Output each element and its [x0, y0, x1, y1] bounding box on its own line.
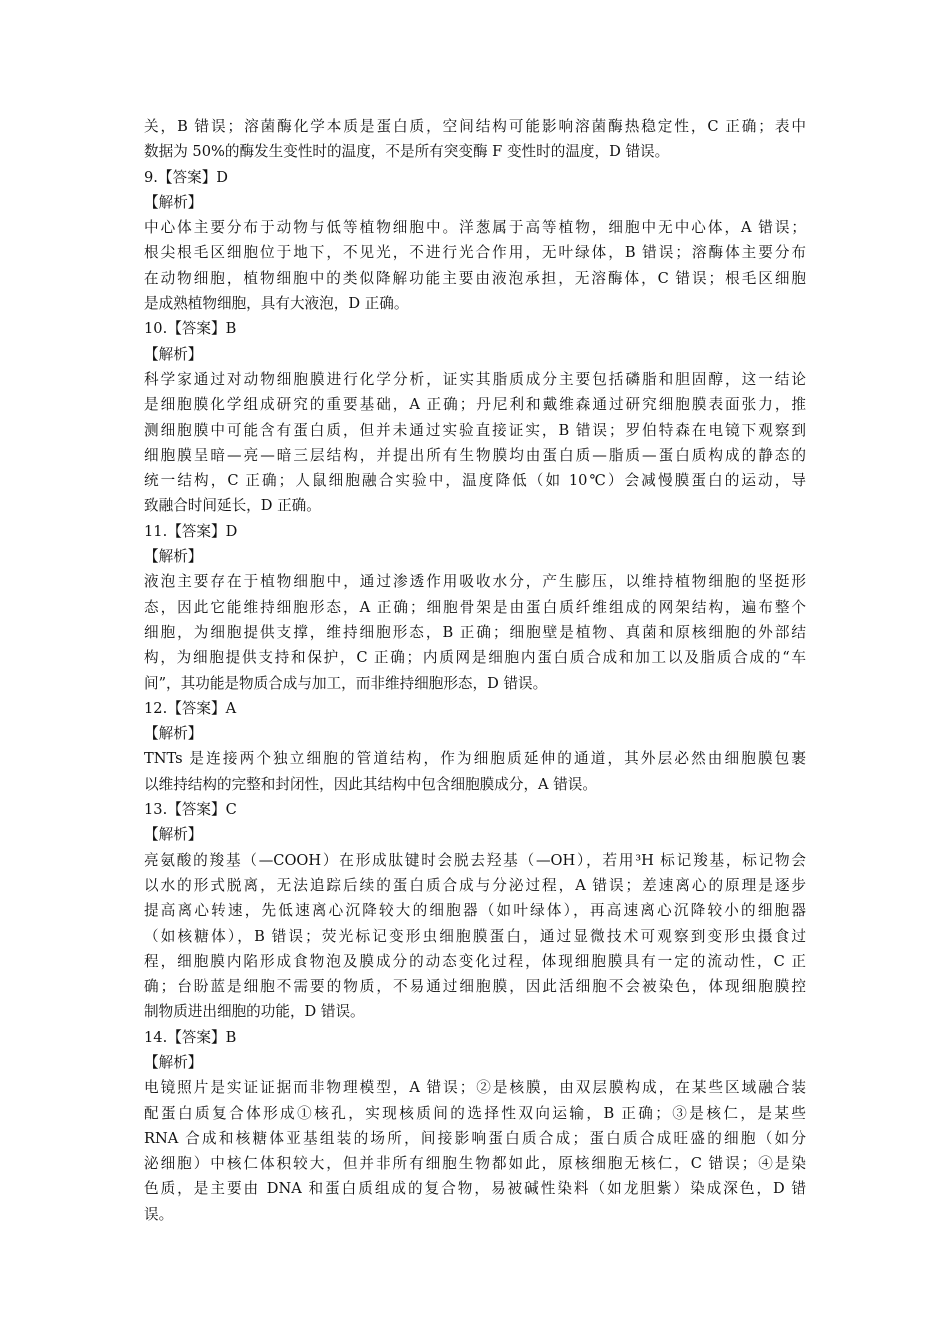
text-line: 中心体主要分布于动物与低等植物细胞中。洋葱属于高等植物，细胞中无中心体，A 错误；	[144, 219, 806, 237]
text-line: 统一结构，C 正确；人鼠细胞融合实验中，温度降低（如 10℃）会减慢膜蛋白的运动，导	[144, 472, 806, 490]
text-line: 【解析】	[144, 548, 203, 566]
text-line: 10.【答案】B	[144, 320, 237, 338]
text-line: 以维持结构的完整和封闭性，因此其结构中包含细胞膜成分，A 错误。	[144, 775, 597, 793]
text-line: 9.【答案】D	[144, 168, 228, 186]
text-line: 11.【答案】D	[144, 522, 238, 540]
text-line: 色质，是主要由 DNA 和蛋白质组成的复合物，易被碱性染料（如龙胆紫）染成深色，D 错	[144, 1180, 806, 1198]
document-page	[144, 114, 806, 1227]
text-line: 程，细胞膜内陷形成食物泡及膜成分的动态变化过程，体现细胞膜具有一定的流动性，C 正	[144, 952, 806, 970]
text-line: 【解析】	[144, 1053, 203, 1071]
text-line: 确；台盼蓝是细胞不需要的物质，不易通过细胞膜，因此活细胞不会被染色，体现细胞膜控	[144, 978, 806, 996]
text-line: 12.【答案】A	[144, 699, 237, 717]
text-line: 电镜照片是实证证据而非物理模型，A 错误；②是核膜，由双层膜构成，在某些区域融合装	[144, 1079, 806, 1097]
text-line: 配蛋白质复合体形成①核孔，实现核质间的选择性双向运输，B 正确；③是核仁，是某些	[144, 1104, 806, 1122]
text-line: 误。	[144, 1205, 174, 1223]
text-line: 根尖根毛区细胞位于地下，不见光，不进行光合作用，无叶绿体，B 错误；溶酶体主要分布	[144, 244, 806, 262]
text-line: 亮氨酸的羧基（—COOH）在形成肽键时会脱去羟基（—OH），若用³H 标记羧基，标记物会	[144, 851, 806, 869]
text-line: 构，为细胞提供支持和保护，C 正确；内质网是细胞内蛋白质合成和加工以及脂质合成的“车	[144, 649, 806, 667]
text-line: 细胞，为细胞提供支撑，维持细胞形态，B 正确；细胞壁是植物、真菌和原核细胞的外部结	[144, 623, 806, 641]
text-line: 关，B 错误；溶菌酶化学本质是蛋白质，空间结构可能影响溶菌酶热稳定性，C 正确；表中	[144, 118, 806, 135]
text-line: TNTs 是连接两个独立细胞的管道结构，作为细胞质延伸的通道，其外层必然由细胞膜包裹	[144, 750, 806, 768]
text-line: 在动物细胞，植物细胞中的类似降解功能主要由液泡承担，无溶酶体，C 错误；根毛区细胞	[144, 269, 806, 287]
text-line: 14.【答案】B	[144, 1028, 237, 1046]
text-line: 是细胞膜化学组成研究的重要基础，A 正确；丹尼利和戴维森通过研究细胞膜表面张力，推	[144, 396, 806, 414]
text-line: 测细胞膜中可能含有蛋白质，但并未通过实验直接证实，B 错误；罗伯特森在电镜下观察到	[144, 421, 806, 439]
text-line: 【解析】	[144, 826, 203, 844]
text-line: 细胞膜呈暗—亮—暗三层结构，并提出所有生物膜均由蛋白质—脂质—蛋白质构成的静态的	[144, 446, 806, 464]
text-line: 制物质进出细胞的功能，D 错误。	[144, 1003, 365, 1021]
text-line: （如核糖体），B 错误；荧光标记变形虫细胞膜蛋白，通过显微技术可观察到变形虫摄食过	[144, 927, 806, 945]
text-line: 液泡主要存在于植物细胞中，通过渗透作用吸收水分，产生膨压，以维持植物细胞的坚挺形	[144, 573, 806, 591]
text-line: 致融合时间延长，D 正确。	[144, 497, 321, 515]
text-line: 【解析】	[144, 193, 203, 211]
text-line: 态，因此它能维持细胞形态，A 正确；细胞骨架是由蛋白质纤维组成的网架结构，遍布整个	[144, 598, 806, 616]
text-line: 泌细胞）中核仁体积较大，但并非所有细胞生物都如此，原核细胞无核仁，C 错误；④是染	[144, 1155, 806, 1173]
text-line: 是成熟植物细胞，具有大液泡，D 正确。	[144, 295, 409, 313]
text-line: 间”，其功能是物质合成与加工，而非维持细胞形态，D 错误。	[144, 674, 548, 692]
text-line: RNA 合成和核糖体亚基组装的场所，间接影响蛋白质合成；蛋白质合成旺盛的细胞（如分	[144, 1129, 806, 1147]
text-line: 13.【答案】C	[144, 801, 237, 819]
text-line: 【解析】	[144, 725, 203, 743]
text-line: 提高离心转速，先低速离心沉降较大的细胞器（如叶绿体），再高速离心沉降较小的细胞器	[144, 902, 806, 920]
text-line: 数据为 50%的酶发生变性时的温度，不是所有突变酶 F 变性时的温度，D 错误。	[144, 143, 670, 161]
text-line: 以水的形式脱离，无法追踪后续的蛋白质合成与分泌过程，A 错误；差速离心的原理是逐步	[144, 876, 806, 894]
text-line: 【解析】	[144, 345, 203, 363]
text-line: 科学家通过对动物细胞膜进行化学分析，证实其脂质成分主要包括磷脂和胆固醇，这一结论	[144, 370, 806, 388]
